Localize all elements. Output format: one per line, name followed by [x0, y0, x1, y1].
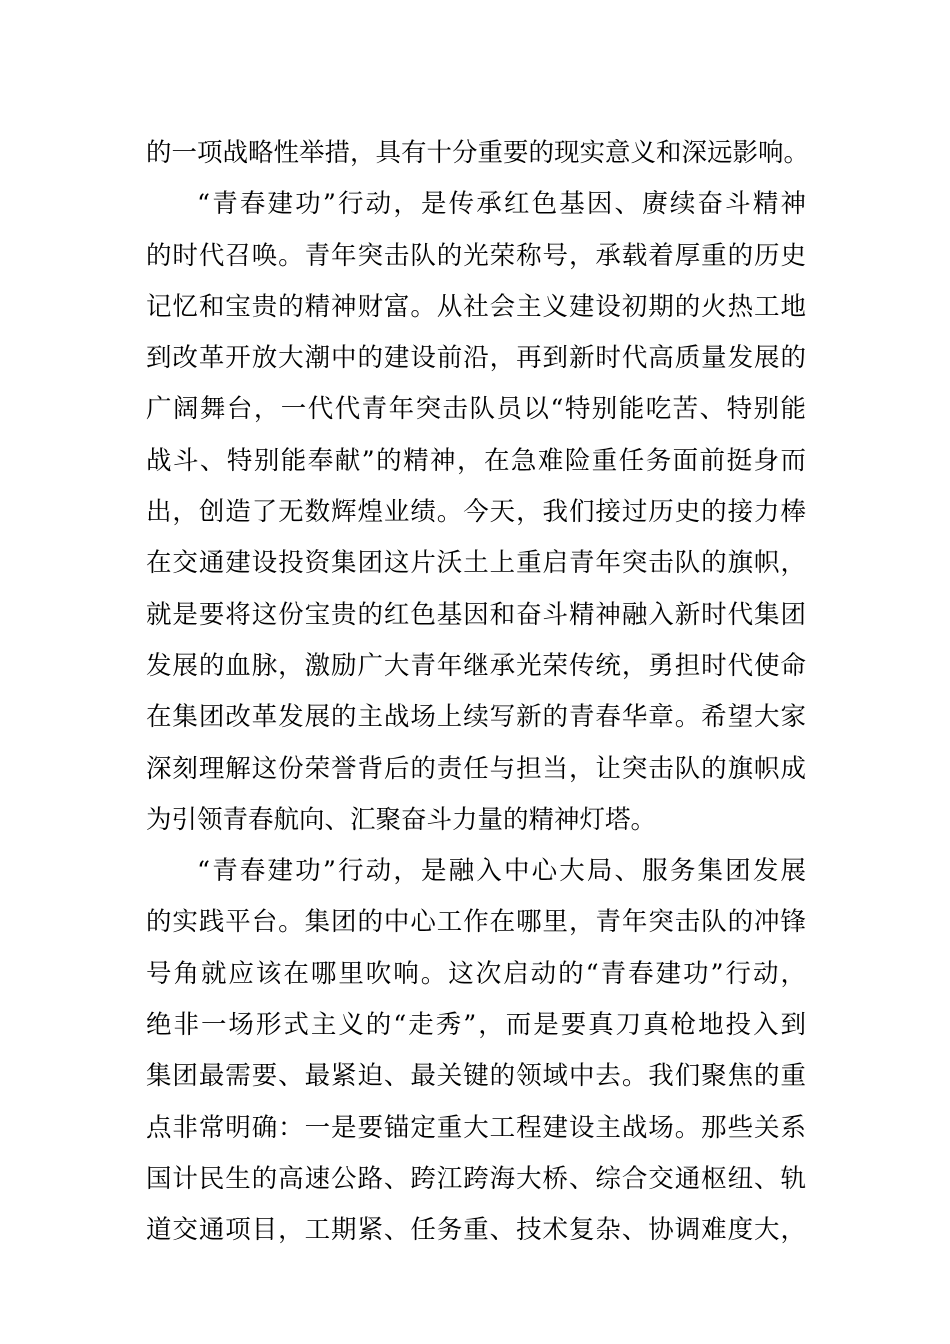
- text-line: 道交通项目，工期紧、任务重、技术复杂、协调难度大，: [146, 1215, 806, 1246]
- paragraph-first-line: “青春建功”行动，是传承红色基因、赓续奋斗精神: [197, 189, 806, 220]
- text-line: 记忆和宝贵的精神财富。从社会主义建设初期的火热工地: [146, 291, 806, 322]
- paragraph-first-line: “青春建功”行动，是融入中心大局、服务集团发展: [197, 856, 806, 887]
- text-line: 的一项战略性举措，具有十分重要的现实意义和深远影响。: [146, 138, 810, 168]
- text-line: 国计民生的高速公路、跨江跨海大桥、综合交通枢纽、轨: [146, 1163, 806, 1194]
- text-line: 战斗、特别能奉献”的精神，在急难险重任务面前挺身而: [146, 445, 806, 476]
- text-line: 的时代召唤。青年突击队的光荣称号，承载着厚重的历史: [146, 240, 806, 271]
- text-line: 绝非一场形式主义的“走秀”，而是要真刀真枪地投入到: [146, 1010, 806, 1041]
- text-line: 深刻理解这份荣誉背后的责任与担当，让突击队的旗帜成: [146, 753, 806, 784]
- text-line: 在交通建设投资集团这片沃土上重启青年突击队的旗帜，: [146, 548, 806, 579]
- text-line: 的实践平台。集团的中心工作在哪里，青年突击队的冲锋: [146, 907, 806, 938]
- text-line: 广阔舞台，一代代青年突击队员以“特别能吃苦、特别能: [146, 394, 806, 425]
- text-line: 出，创造了无数辉煌业绩。今天，我们接过历史的接力棒: [146, 497, 806, 528]
- text-line: 点非常明确：一是要锚定重大工程建设主战场。那些关系: [146, 1112, 806, 1143]
- text-line: 就是要将这份宝贵的红色基因和奋斗精神融入新时代集团: [146, 599, 806, 630]
- text-line: 在集团改革发展的主战场上续写新的青春华章。希望大家: [146, 702, 806, 733]
- text-line: 发展的血脉，激励广大青年继承光荣传统，勇担时代使命: [146, 650, 806, 681]
- text-line: 为引领青春航向、汇聚奋斗力量的精神灯塔。: [146, 804, 657, 835]
- text-line: 集团最需要、最紧迫、最关键的领域中去。我们聚焦的重: [146, 1061, 806, 1092]
- text-line: 号角就应该在哪里吹响。这次启动的“青春建功”行动，: [146, 958, 806, 989]
- body-text: [146, 128, 810, 1257]
- text-line: 到改革开放大潮中的建设前沿，再到新时代高质量发展的: [146, 343, 806, 374]
